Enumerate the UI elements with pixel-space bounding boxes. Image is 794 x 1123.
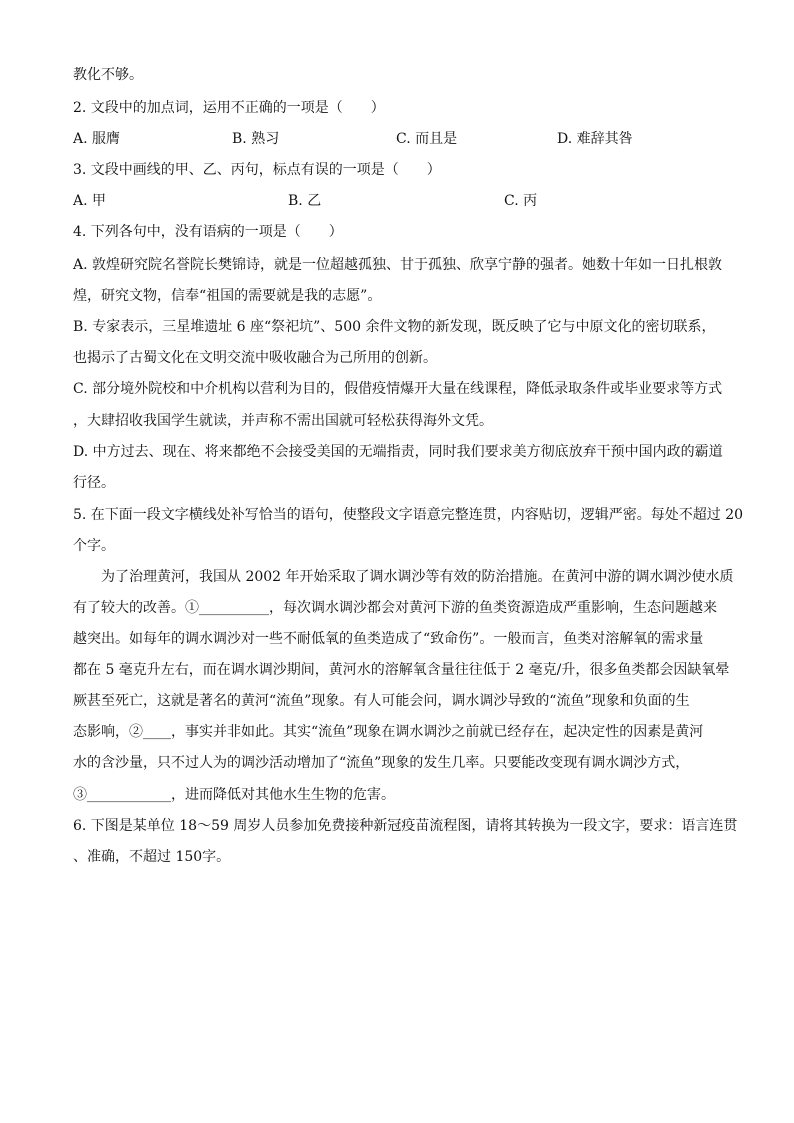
q4-option-c-line-2: ，大肆招收我国学生就读，并声称不需出国就可轻松获得海外文凭。 <box>73 413 493 429</box>
q5-passage-line-1: 为了治理黄河，我国从 2002 年开始采取了调水调沙等有效的防治措施。在黄河中游的调水调沙使水质 <box>101 569 734 585</box>
q5-stem-line-1: 5. 在下面一段文字横线处补写恰当的语句，使整段文字语意完整连贯，内容贴切，逻辑严密。每处不超过 20 <box>73 507 744 523</box>
q5-passage-line-6: 态影响，②____，事实并非如此。其实“流鱼”现象在调水调沙之前就已经存在，起决定性的因素是黄河 <box>73 724 704 740</box>
q2-option-b: B. 熟习 <box>232 131 280 147</box>
q4-option-a-line-2: 煌，研究文物，信奉“祖国的需要就是我的志愿”。 <box>73 288 382 304</box>
q3-option-a: A. 甲 <box>73 193 107 209</box>
q2-option-d: D. 难辞其咎 <box>557 131 633 147</box>
q5-passage-line-2: 有了较大的改善。①__________，每次调水调沙都会对黄河下游的鱼类资源造成严重影响，生态问题越来 <box>73 600 717 616</box>
q3-stem: 3. 文段中画线的甲、乙、丙句，标点有误的一项是（ ） <box>73 162 441 178</box>
q4-option-d-line-1: D. 中方过去、现在、将来都绝不会接受美国的无端指责，同时我们要求美方彻底放弃干预中国内政的霸道 <box>73 444 723 460</box>
q3-option-b: B. 乙 <box>288 193 322 209</box>
q5-passage-line-5: 厥甚至死亡，这就是著名的黄河“流鱼”现象。有人可能会问，调水调沙导致的“流鱼”现象和负面的生 <box>73 693 690 709</box>
q2-option-a: A. 服膺 <box>73 131 121 147</box>
q4-option-b-line-2: 也揭示了古蜀文化在文明交流中吸收融合为己所用的创新。 <box>73 350 437 366</box>
q4-option-b-line-1: B. 专家表示，三星堆遗址 6 座“祭祀坑”、500 余件文物的新发现，既反映了它与中原文化的密切联系， <box>73 319 716 335</box>
q3-option-c: C. 丙 <box>504 193 538 209</box>
q5-passage-line-8: ③____________，进而降低对其他水生生物的危害。 <box>73 787 395 803</box>
q6-stem-line-2: 、准确，不超过 150字。 <box>73 849 231 865</box>
q5-stem-line-2: 个字。 <box>73 538 115 554</box>
q5-passage-line-4: 都在 5 毫克升左右，而在调水调沙期间，黄河水的溶解氧含量往往低于 2 毫克/升，很多鱼类都会因缺氧晕 <box>73 662 730 678</box>
q5-passage-line-3: 越突出。如每年的调水调沙对一些不耐低氧的鱼类造成了“致命伤”。一般而言，鱼类对溶解氧的需求量 <box>73 631 704 647</box>
q4-option-a-line-1: A. 敦煌研究院名誉院长樊锦诗，就是一位超越孤独、甘于孤独、欣享宁静的强者。她数十年如一日扎根敦 <box>73 257 723 273</box>
q2-stem: 2. 文段中的加点词，运用不正确的一项是（ ） <box>73 100 385 116</box>
q2-option-c: C. 而且是 <box>396 131 458 147</box>
q4-option-d-line-2: 行径。 <box>73 475 115 491</box>
q4-stem: 4. 下列各句中，没有语病的一项是（ ） <box>73 224 343 240</box>
q6-stem-line-1: 6. 下图是某单位 18～59 周岁人员参加免费接种新冠疫苗流程图，请将其转换为一段文字，要求：语言连贯 <box>73 818 738 834</box>
top-fragment: 教化不够。 <box>73 67 143 83</box>
q5-passage-line-7: 水的含沙量，只不过人为的调沙活动增加了“流鱼”现象的发生几率。只要能改变现有调水调沙方式， <box>73 755 690 771</box>
q4-option-c-line-1: C. 部分境外院校和中介机构以营利为目的，假借疫情爆开大量在线课程，降低录取条件或毕业要求等方式 <box>73 381 723 397</box>
